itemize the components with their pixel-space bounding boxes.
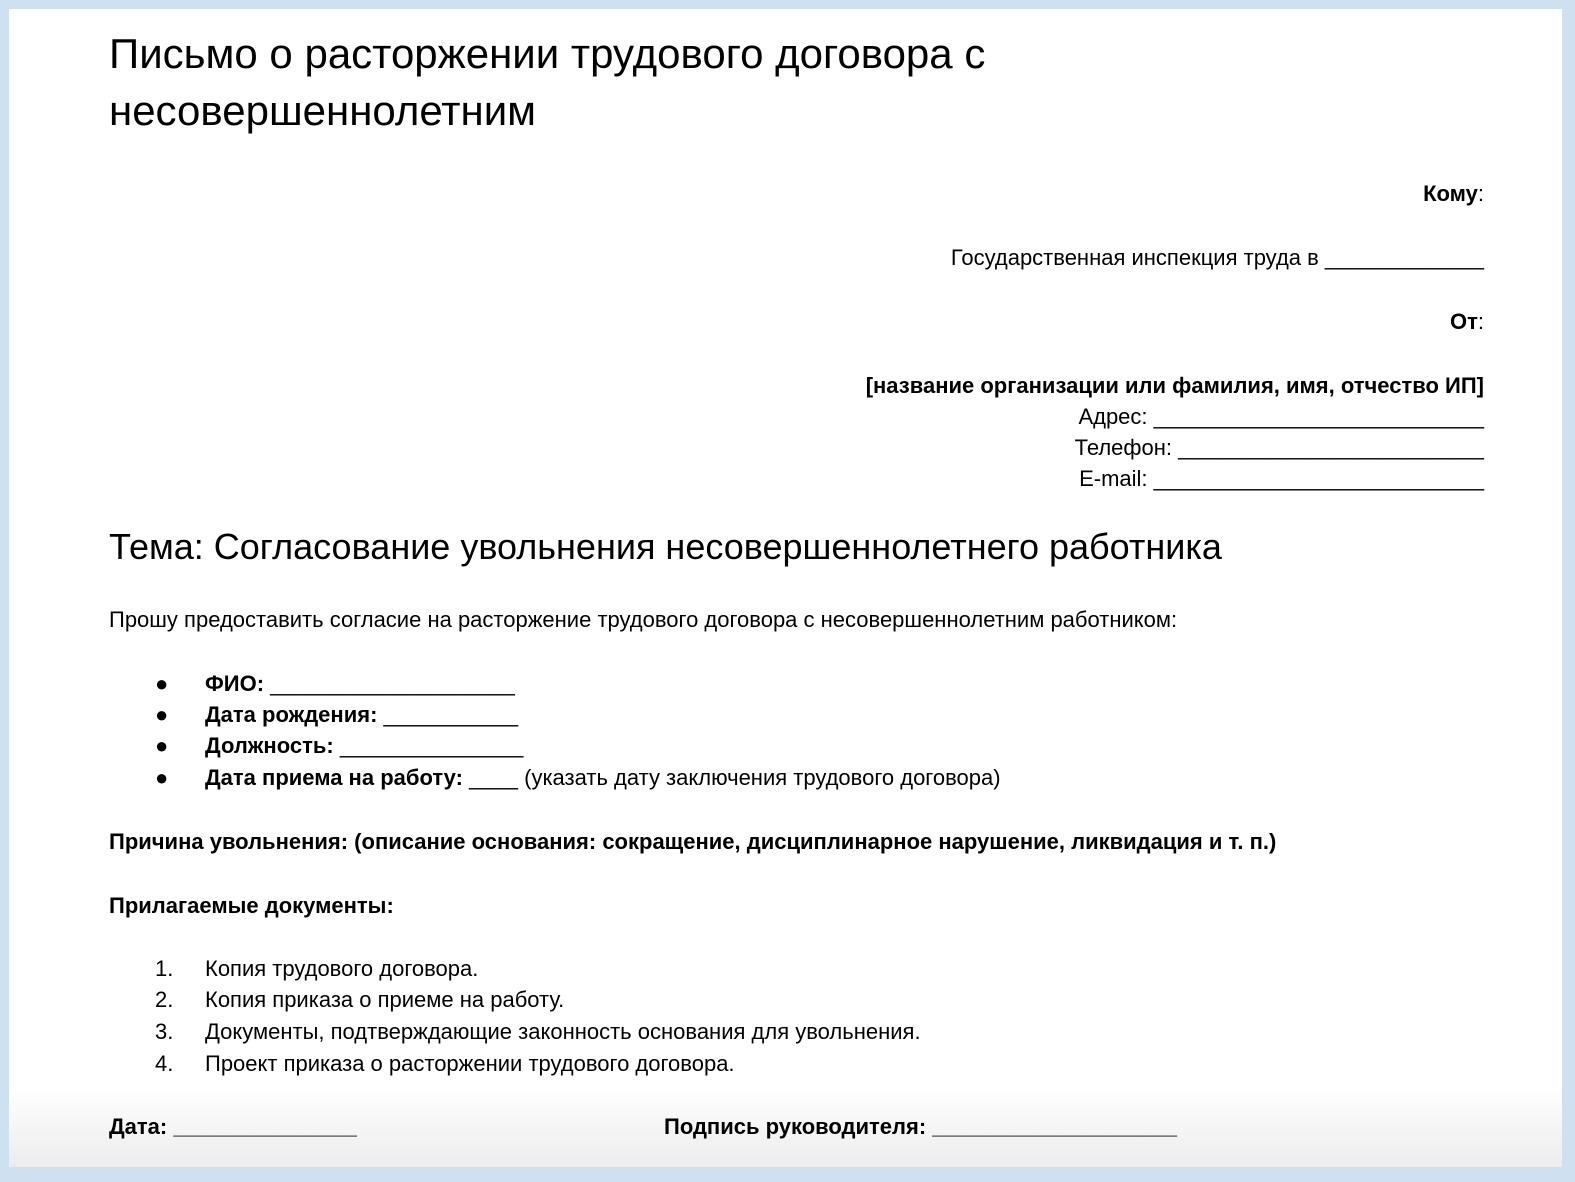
date-field: Дата: _______________ (109, 1114, 357, 1139)
employee-field-text (205, 669, 515, 699)
letter-subject: Тема: Согласование увольнения несовершеннолетнего работника (109, 526, 1222, 567)
sender-label-line: От: (1449, 309, 1484, 334)
attachments-label: Прилагаемые документы: (109, 893, 394, 918)
attachment-text: Проект приказа о расторжении трудового договора. (205, 1051, 735, 1076)
bullet-icon: ● (155, 765, 169, 790)
employee-field-text (205, 700, 518, 730)
signature-field: Подпись руководителя: ____________________ (664, 1114, 1177, 1139)
field-value: ___________ (377, 702, 519, 727)
recipient-label: Кому (1423, 181, 1478, 206)
bullet-icon: ● (155, 733, 169, 758)
field-label: ФИО: (205, 671, 265, 696)
attachment-number: 1. (155, 956, 174, 981)
bullet-icon: ● (155, 702, 169, 727)
attachment-number: 3. (155, 1019, 174, 1044)
attachment-text: Копия трудового договора. (205, 956, 479, 981)
sender-address: Адрес: ___________________________ (1078, 404, 1484, 429)
attachment-text: Копия приказа о приеме на работу. (205, 987, 565, 1012)
field-label: Дата рождения: (205, 702, 378, 727)
field-value: ____________________ (264, 671, 515, 696)
sender-email: E-mail: ___________________________ (1079, 466, 1484, 491)
dismissal-reason: Причина увольнения: (описание основания: сокращение, дисциплинарное нарушение, ликвидация и т. п.) (109, 829, 1277, 854)
field-value: ____ (указать дату заключения трудового договора) (462, 765, 1001, 790)
attachment-text: Документы, подтверждающие законность основания для увольнения. (205, 1019, 921, 1044)
field-value: _______________ (333, 733, 524, 758)
sender-phone: Телефон: _________________________ (1074, 435, 1484, 460)
recipient-label-line: Кому: (1423, 181, 1484, 206)
employee-field-text (205, 731, 523, 761)
document-title: Письмо о расторжении трудового договора с несовершеннолетним (109, 30, 986, 134)
document-page (9, 9, 1562, 1167)
recipient-value: Государственная инспекция труда в _____________ (950, 245, 1484, 270)
employee-field-text (205, 763, 1001, 793)
sender-label: От (1449, 309, 1478, 334)
request-text: Прошу предоставить согласие на расторжение трудового договора с несовершеннолетним работником: (109, 607, 1178, 632)
bullet-icon: ● (155, 671, 169, 696)
field-label: Дата приема на работу: (205, 765, 463, 790)
attachment-number: 2. (155, 987, 174, 1012)
attachment-number: 4. (155, 1051, 174, 1076)
field-label: Должность: (205, 733, 334, 758)
sender-organization: [название организации или фамилия, имя, отчество ИП] (865, 373, 1484, 398)
